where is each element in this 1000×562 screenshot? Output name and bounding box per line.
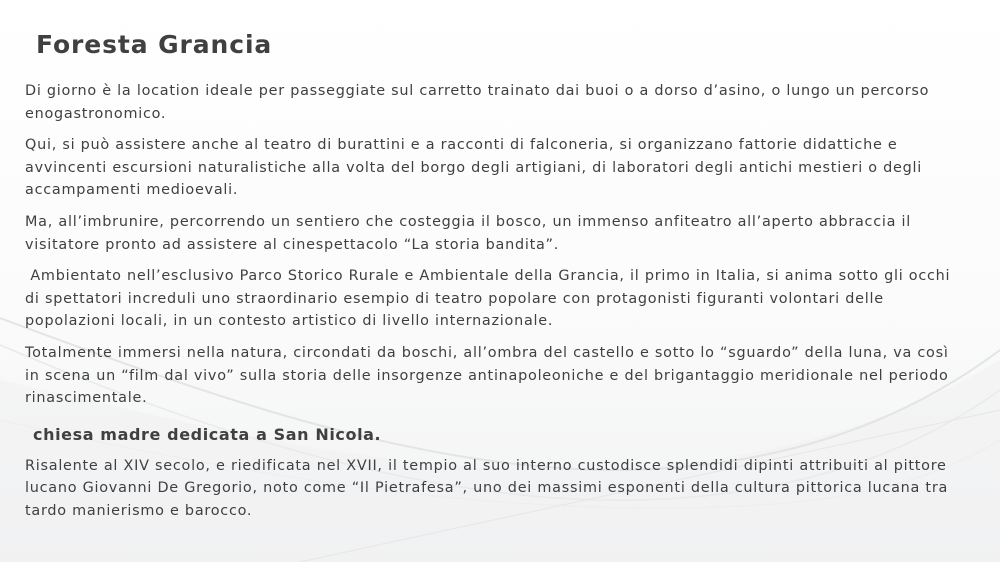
church-subheading: chiesa madre dedicata a San Nicola. (33, 424, 382, 444)
paragraph-church: Risalente al XIV secolo, e riedificata nel XVII, il tempio al suo interno custodisce splendidi dipinti attribuiti al pittore lucano Giovanni De Gregorio, noto come “Il Pietrafesa”, uno dei massimi esponenti della cultura pittorica lucana tra tardo manierismo e barocco. (25, 457, 954, 519)
slide-body (25, 80, 965, 532)
paragraph-activities: Qui, si può assistere anche al teatro di burattini e a racconti di falconeria, si organizzano fattorie didattiche e avvincenti escursioni naturalistiche alla volta del borgo degli artigiani, di laboratori degli antichi mestieri o degli accampamenti medioevali. (25, 137, 928, 199)
paragraph-dusk: Ma, all’imbrunire, percorrendo un sentiero che costeggia il bosco, un immenso anfiteatro all’aperto abbraccia il visitatore pronto ad assistere al cinespettacolo “La storia bandita”. (25, 213, 917, 253)
paragraph-park: Ambientato nell’esclusivo Parco Storico Rurale e Ambientale della Grancia, il primo in Italia, si anima sotto gli occhi di spettatori increduli uno straordinario esempio di teatro popolare con protagonisti figuranti volontari delle popolazioni locali, in un contesto artistico di livello internazionale. (25, 268, 956, 330)
slide-title: Foresta Grancia (36, 30, 273, 59)
paragraph-nature: Totalmente immersi nella natura, circondati da boschi, all’ombra del castello e sotto lo “sguardo” della luna, va così in scena un “film dal vivo” sulla storia delle insorgenze antinapoleoniche e del brigantaggio meridionale nel periodo rinascimentale. (25, 344, 954, 407)
paragraph-daytime: Di giorno è la location ideale per passeggiate sul carretto trainato dai buoi o a dorso d’asino, o lungo un percorso enogastronomico. (25, 83, 935, 122)
